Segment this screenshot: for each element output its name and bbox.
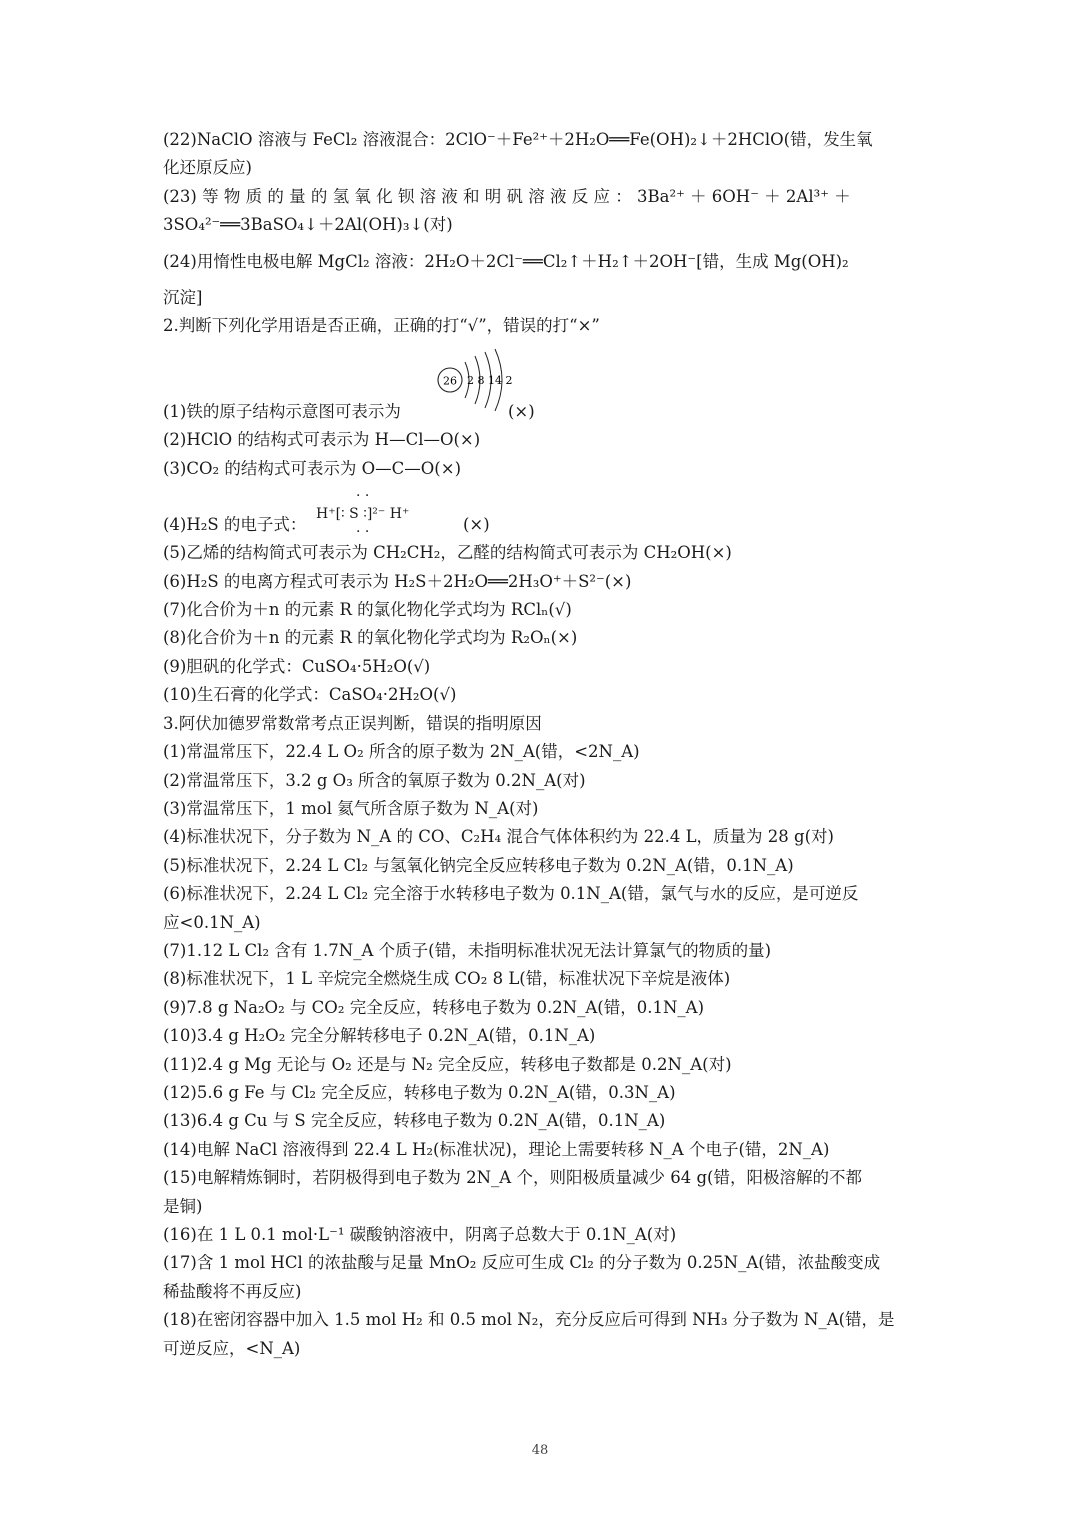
q2-item-5: (5)乙烯的结构简式可表示为 CH₂CH₂，乙醛的结构简式可表示为 CH₂OH(×): [163, 543, 732, 563]
q2-item-4-mark: (×): [463, 515, 490, 535]
q2-item-9: (9)胆矾的化学式：CuSO₄·5H₂O(√): [163, 656, 431, 676]
q3-item-8: (8)标准状况下，1 L 辛烷完全燃烧生成 CO₂ 8 L(错，标准状况下辛烷是液体): [163, 969, 731, 989]
q3-item-17-line-2: 稀盐酸将不再反应): [163, 1281, 302, 1301]
q2-item-7: (7)化合价为＋n 的元素 R 的氯化物化学式均为 RClₙ(√): [163, 600, 572, 620]
q3-item-10: (10)3.4 g H₂O₂ 完全分解转移电子 0.2N_A(错，0.1N_A): [163, 1026, 596, 1046]
q2-item-6: (6)H₂S 的电离方程式可表示为 H₂S＋2H₂O══2H₃O⁺＋S²⁻(×): [163, 571, 632, 591]
q2-item-10: (10)生石膏的化学式：CaSO₄·2H₂O(√): [163, 685, 457, 705]
item-23-line-1: (23) 等 物 质 的 量 的 氢 氧 化 钡 溶 液 和 明 矾 溶 液 反 应 ： 3Ba²⁺ ＋ 6OH⁻ ＋ 2Al³⁺ ＋: [163, 186, 851, 206]
document-body: [163, 126, 923, 1363]
q3-item-11: (11)2.4 g Mg 无论与 O₂ 还是与 N₂ 完全反应，转移电子数都是 0.2N_A(对): [163, 1054, 732, 1074]
item-23-line-2: 3SO₄²⁻══3BaSO₄↓＋2Al(OH)₃↓(对): [163, 215, 453, 235]
q3-item-3: (3)常温常压下，1 mol 氦气所含原子数为 N_A(对): [163, 798, 539, 818]
q3-item-18-line-2: 可逆反应，<N_A): [163, 1338, 301, 1358]
q2-item-4-text: (4)H₂S 的电子式：: [163, 515, 307, 535]
q3-item-5: (5)标准状况下，2.24 L Cl₂ 与氢氧化钠完全反应转移电子数为 0.2N_A(错，0.1N_A): [163, 855, 794, 875]
lone-pair-dots-bottom: · ·: [356, 524, 370, 540]
q3-item-18-line-1: (18)在密闭容器中加入 1.5 mol H₂ 和 0.5 mol N₂，充分反应后可得到 NH₃ 分子数为 N_A(错，是: [163, 1310, 895, 1330]
q3-item-16: (16)在 1 L 0.1 mol·L⁻¹ 碳酸钠溶液中，阴离子总数大于 0.1N_A(对): [163, 1225, 677, 1244]
q2-item-1-mark: (×): [508, 402, 535, 422]
q3-item-9: (9)7.8 g Na₂O₂ 与 CO₂ 完全反应，转移电子数为 0.2N_A(错，0.1N_A): [163, 997, 705, 1017]
item-22-line-1: (22)NaClO 溶液与 FeCl₂ 溶液混合：2ClO⁻＋Fe²⁺＋2H₂O══Fe(OH)₂↓＋2HClO(错，发生氧: [163, 130, 873, 149]
h2s-lewis-structure: H⁺[∶ S ∶]²⁻ H⁺: [316, 506, 410, 523]
lone-pair-dots-top: · ·: [356, 488, 370, 505]
item-24-line-1: (24)用惰性电极电解 MgCl₂ 溶液：2H₂O＋2Cl⁻══Cl₂↑＋H₂↑＋2OH⁻[错，生成 Mg(OH)₂: [163, 251, 849, 271]
q2-item-1: [163, 340, 923, 426]
q2-item-2: (2)HClO 的结构式可表示为 H—Cl—O(×): [163, 430, 481, 450]
shell-electrons: 2 8 14 2: [467, 374, 513, 388]
q3-item-4: (4)标准状况下，分子数为 N_A 的 CO、C₂H₄ 混合气体体积约为 22.4 L，质量为 28 g(对): [163, 827, 834, 847]
section-2-heading: 2.判断下列化学用语是否正确，正确的打“√”，错误的打“×”: [163, 316, 600, 336]
q3-item-1: (1)常温常压下，22.4 L O₂ 所含的原子数为 2N_A(错，<2N_A): [163, 742, 640, 762]
item-24-line-2: 沉淀]: [163, 287, 203, 307]
q3-item-2: (2)常温常压下，3.2 g O₃ 所含的氧原子数为 0.2N_A(对): [163, 770, 586, 790]
q3-item-15-line-1: (15)电解精炼铜时，若阴极得到电子数为 2N_A 个，则阳极质量减少 64 g(错，阳极溶解的不都: [163, 1168, 862, 1188]
page-number: 48: [531, 1443, 549, 1458]
q2-item-1-text: (1)铁的原子结构示意图可表示为: [163, 402, 401, 422]
section-3-heading: 3.阿伏加德罗常数常考点正误判断，错误的指明原因: [163, 713, 542, 733]
q3-item-7: (7)1.12 L Cl₂ 含有 1.7N_A 个质子(错，未指明标准状况无法计算氯气的物质的量): [163, 940, 772, 960]
q2-item-3: (3)CO₂ 的结构式可表示为 O—C—O(×): [163, 458, 462, 478]
q2-item-8: (8)化合价为＋n 的元素 R 的氧化物化学式均为 R₂Oₙ(×): [163, 628, 578, 648]
q3-item-14: (14)电解 NaCl 溶液得到 22.4 L H₂(标准状况)，理论上需要转移 N_A 个电子(错，2N_A): [163, 1139, 830, 1159]
q2-item-4: [163, 483, 923, 539]
atom-structure-diagram: [435, 340, 515, 424]
q3-item-6-line-2: 应<0.1N_A): [163, 912, 261, 932]
q3-item-12: (12)5.6 g Fe 与 Cl₂ 完全反应，转移电子数为 0.2N_A(错，0.3N_A): [163, 1082, 676, 1102]
nucleus-charge: 26: [443, 374, 457, 388]
q3-item-13: (13)6.4 g Cu 与 S 完全反应，转移电子数为 0.2N_A(错，0.1N_A): [163, 1111, 666, 1131]
item-22-line-2: 化还原反应): [163, 158, 252, 178]
q3-item-6-line-1: (6)标准状况下，2.24 L Cl₂ 完全溶于水转移电子数为 0.1N_A(错，氯气与水的反应，是可逆反: [163, 884, 859, 904]
q3-item-17-line-1: (17)含 1 mol HCl 的浓盐酸与足量 MnO₂ 反应可生成 Cl₂ 的分子数为 0.25N_A(错，浓盐酸变成: [163, 1253, 881, 1273]
h2s-electron-formula: [316, 487, 409, 539]
q3-item-15-line-2: 是铜): [163, 1196, 203, 1216]
